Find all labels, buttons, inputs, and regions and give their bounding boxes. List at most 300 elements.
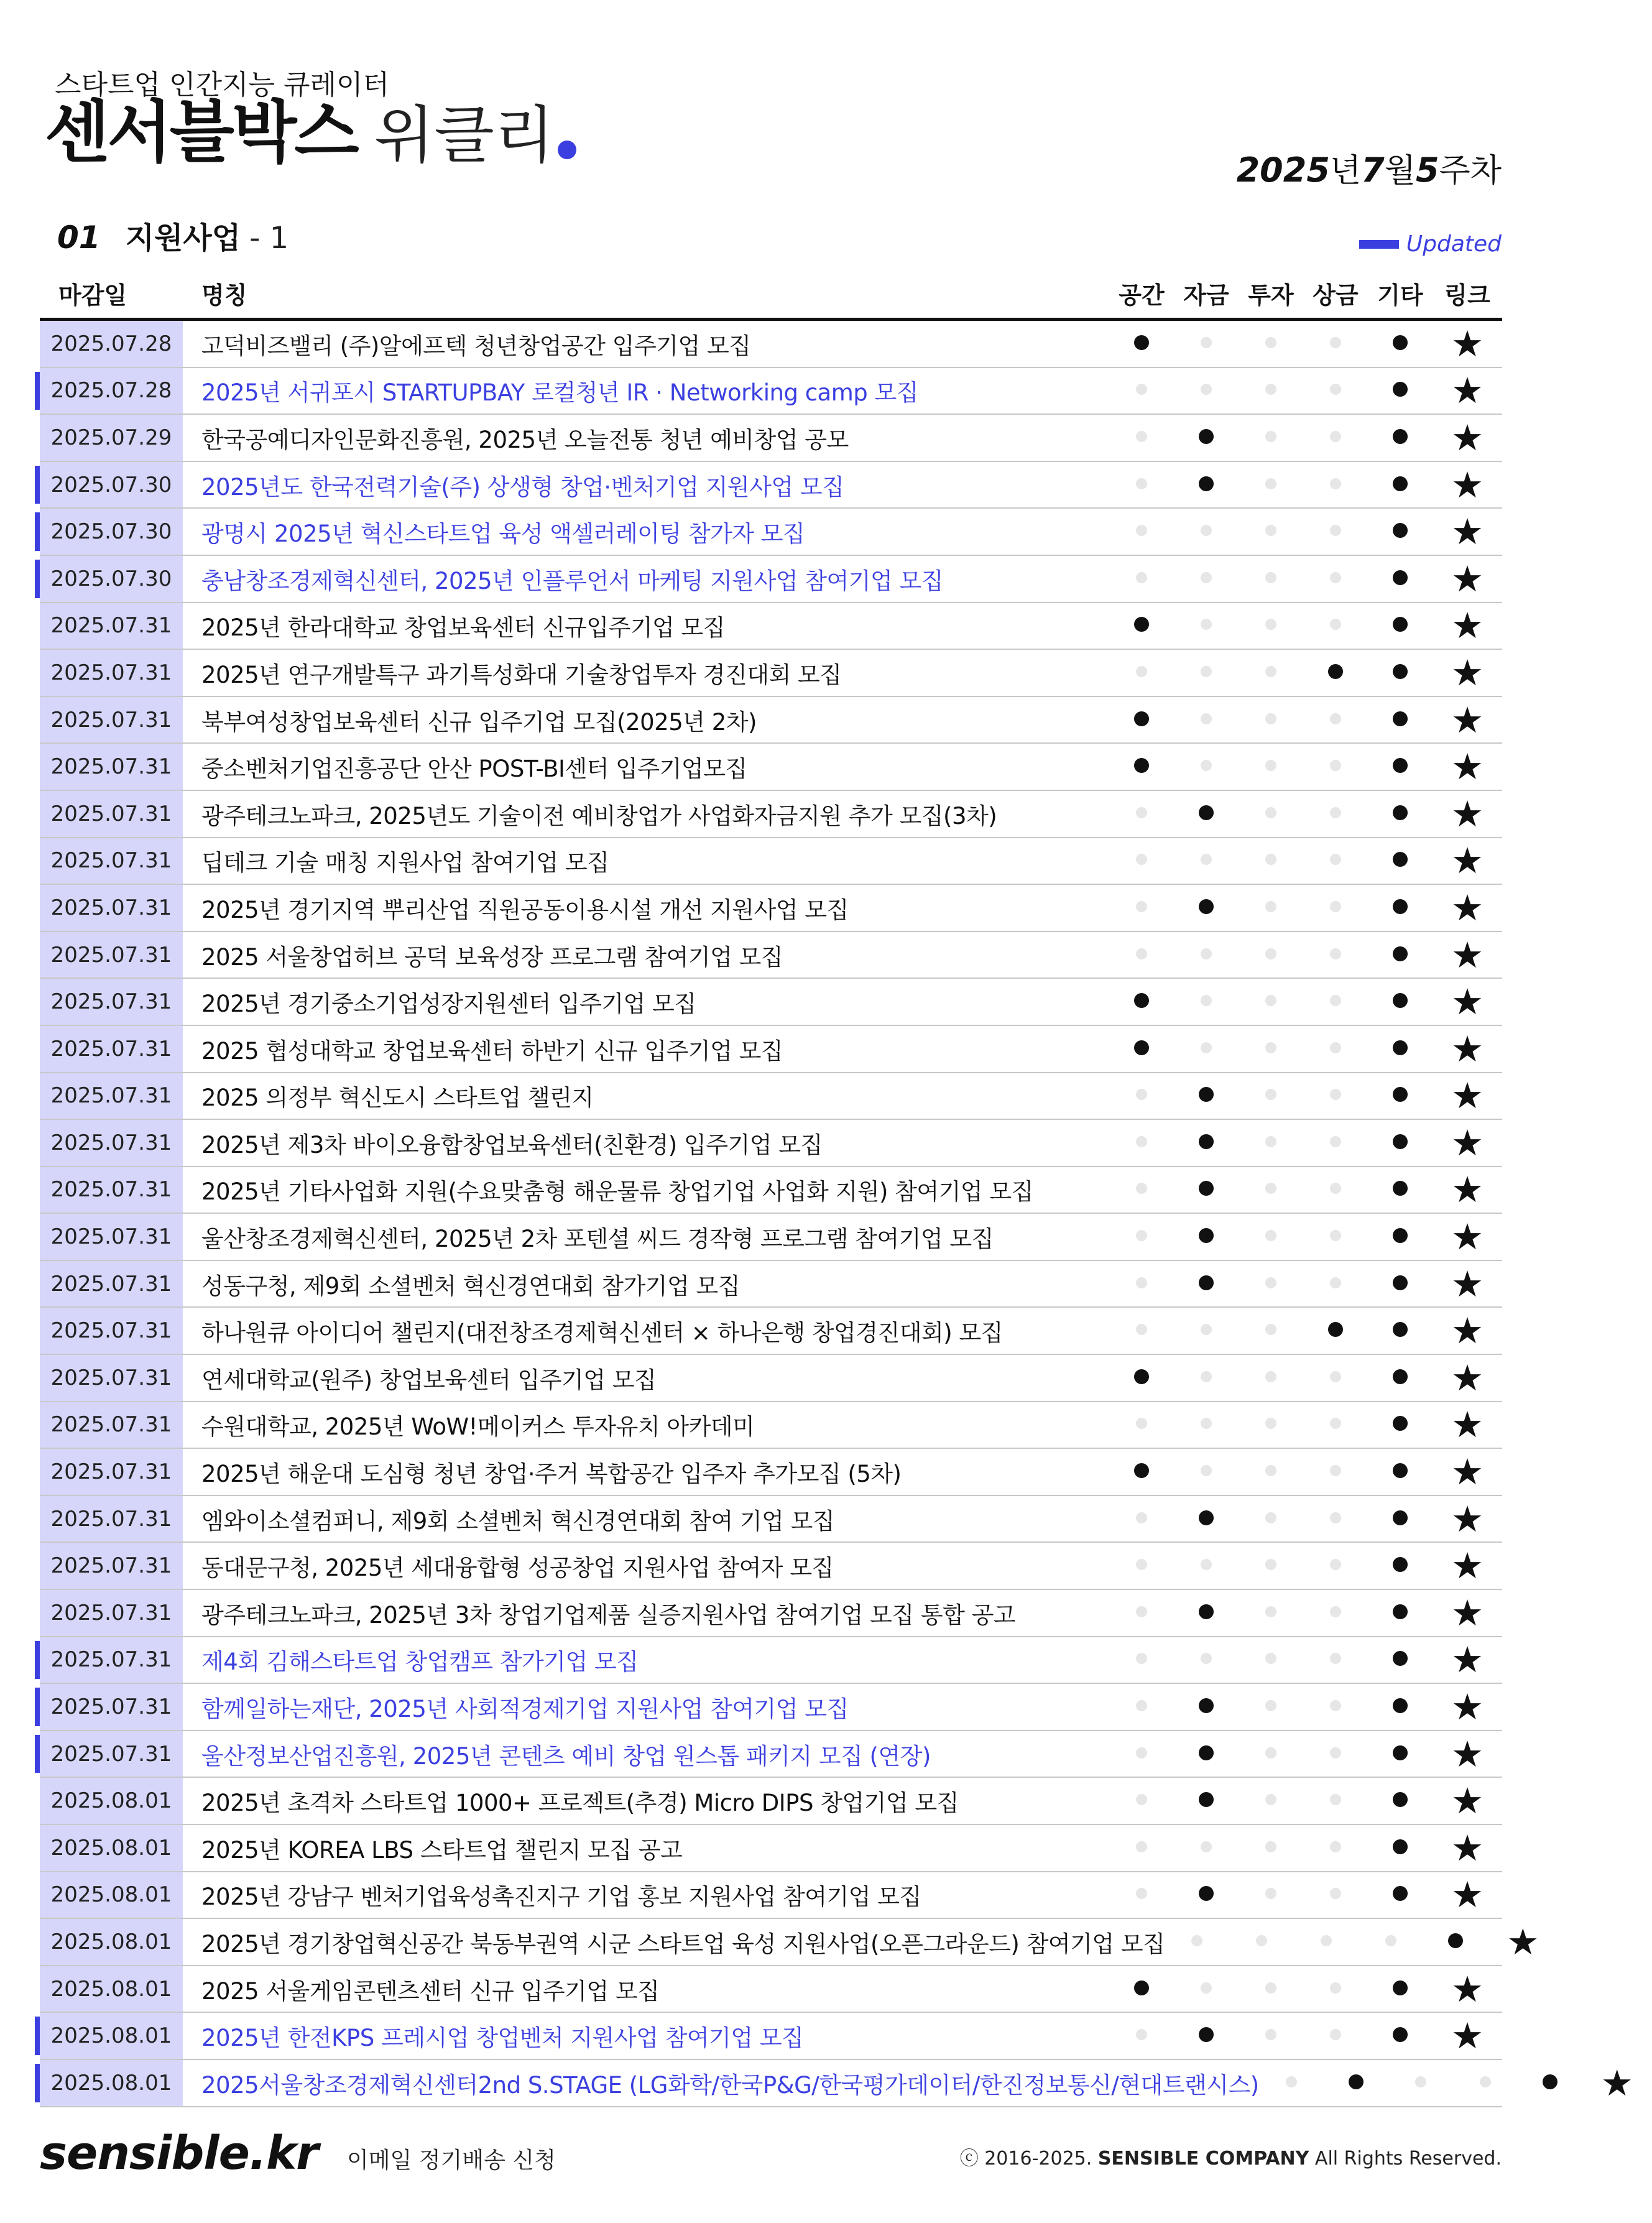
row-link-cell[interactable]: [1433, 1638, 1502, 1681]
row-fund-cell: [1174, 1559, 1239, 1573]
row-fund-cell: [1174, 619, 1239, 632]
empty-dot-icon: [1136, 525, 1147, 536]
row-link-cell[interactable]: [1433, 1075, 1502, 1117]
filled-dot-icon: [1393, 1651, 1408, 1666]
empty-dot-icon: [1136, 1747, 1147, 1759]
row-link-cell[interactable]: [1433, 511, 1502, 553]
row-name[interactable]: 2025서울창조경제혁신센터2nd S.STAGE (LG화학/한국P&G/한국평가데이터/한진정보통신/현대트랜시스): [201, 2071, 1259, 2099]
empty-dot-icon: [1265, 1277, 1276, 1288]
star-link-icon[interactable]: ★: [1451, 604, 1484, 647]
filled-dot-icon: [1393, 852, 1408, 867]
table-row: [40, 1026, 1502, 1073]
star-link-icon[interactable]: ★: [1451, 1121, 1484, 1164]
row-name[interactable]: 2025년 한전KPS 프레시업 창업벤처 지원사업 참여기업 모집: [201, 2025, 804, 2052]
row-prize-cell: [1359, 1935, 1423, 1949]
row-prize-cell: [1303, 760, 1368, 774]
empty-dot-icon: [1330, 1230, 1341, 1241]
row-fund-cell: [1174, 1745, 1239, 1763]
table-row: [40, 1120, 1502, 1167]
row-name[interactable]: 2025 서울창업허브 공덕 보육성장 프로그램 참여기업 모집: [201, 943, 783, 971]
row-name[interactable]: 2025년도 한국전력기술(주) 상생형 창업·벤처기업 지원사업 모집: [201, 473, 844, 501]
row-other-cell: [1368, 2027, 1433, 2045]
filled-dot-icon: [1199, 805, 1214, 820]
star-link-icon[interactable]: ★: [1451, 839, 1484, 882]
subscribe-link[interactable]: 이메일 정기배송 신청: [347, 2148, 556, 2173]
empty-dot-icon: [1201, 619, 1212, 630]
row-name[interactable]: 충남창조경제혁신센터, 2025년 인플루언서 마케팅 지원사업 참여기업 모집: [201, 567, 944, 594]
row-name[interactable]: 2025년 해운대 도심형 청년 창업·주거 복합공간 입주자 추가모집 (5차): [201, 1461, 902, 1488]
empty-dot-icon: [1136, 478, 1147, 489]
row-link-cell[interactable]: [1433, 651, 1502, 694]
filled-dot-icon: [1393, 946, 1408, 961]
row-link-cell[interactable]: [1488, 1920, 1557, 1963]
row-space-cell: [1165, 1935, 1229, 1949]
star-link-icon[interactable]: ★: [1451, 1591, 1484, 1634]
row-name[interactable]: 2025년 기타사업화 지원(수요맞춤형 해운물류 창업기업 사업화 지원) 참여기업 모집: [201, 1178, 1033, 1206]
empty-dot-icon: [1330, 384, 1341, 395]
copyright-prefix: ⓒ 2016-2025.: [959, 2148, 1098, 2170]
row-name[interactable]: 울산창조경제혁신센터, 2025년 2차 포텐셜 씨드 경작형 프로그램 참여기업 모집: [201, 1226, 994, 1253]
filled-dot-icon: [1393, 1181, 1408, 1196]
header-space: 공간: [1119, 282, 1165, 309]
row-invest-cell: [1239, 1606, 1303, 1620]
empty-dot-icon: [1136, 1512, 1147, 1523]
row-date: 2025.07.31: [40, 1120, 183, 1166]
empty-dot-icon: [1136, 431, 1147, 442]
star-link-icon[interactable]: ★: [1451, 416, 1484, 459]
row-prize-cell: [1303, 384, 1368, 397]
brand-logo: [45, 94, 576, 172]
row-fund-cell: [1174, 1371, 1239, 1385]
filled-dot-icon: [1393, 1745, 1408, 1760]
row-name[interactable]: 2025년 제3차 바이오융합창업보육센터(친환경) 입주기업 모집: [201, 1131, 823, 1158]
empty-dot-icon: [1330, 1747, 1341, 1759]
empty-dot-icon: [1201, 713, 1212, 724]
filled-dot-icon: [1199, 1275, 1214, 1290]
row-date: 2025.07.31: [40, 1167, 183, 1213]
row-name[interactable]: 동대문구청, 2025년 세대융합형 성공창업 지원사업 참여자 모집: [201, 1555, 834, 1582]
row-link-cell[interactable]: [1433, 1874, 1502, 1916]
star-link-icon[interactable]: ★: [1451, 1732, 1484, 1775]
row-prize-cell: [1303, 1277, 1368, 1291]
row-name[interactable]: 2025년 한라대학교 창업보육센터 신규입주기업 모집: [201, 614, 726, 642]
row-invest-cell: [1239, 1418, 1303, 1431]
row-date: 2025.07.28: [40, 368, 183, 414]
empty-dot-icon: [1136, 1559, 1147, 1570]
row-fund-cell: [1174, 760, 1239, 774]
row-name[interactable]: 수원대학교, 2025년 WoW!메이커스 투자유치 아카데미: [201, 1413, 755, 1441]
row-name[interactable]: 하나원큐 아이디어 챌린지(대전창조경제혁신센터 × 하나은행 창업경진대회) 모집: [201, 1319, 1003, 1347]
row-other-cell: [1368, 899, 1433, 917]
row-prize-cell: [1303, 1042, 1368, 1056]
star-link-icon[interactable]: ★: [1451, 1027, 1484, 1070]
row-name[interactable]: 2025 협성대학교 창업보육센터 하반기 신규 입주기업 모집: [201, 1037, 783, 1065]
row-prize-cell: [1303, 619, 1368, 632]
filled-dot-icon: [1199, 429, 1214, 444]
star-link-icon[interactable]: ★: [1451, 1451, 1484, 1494]
row-invest-cell: [1239, 525, 1303, 538]
star-link-icon[interactable]: ★: [1451, 322, 1484, 365]
row-link-cell[interactable]: [1433, 746, 1502, 788]
row-name[interactable]: 2025년 KOREA LBS 스타트업 챌린지 모집 공고: [201, 1836, 683, 1864]
row-name[interactable]: 고덕비즈밸리 (주)알에프텍 청년창업공간 입주기업 모집: [201, 332, 751, 359]
row-fund-cell: [1174, 1510, 1239, 1528]
empty-dot-icon: [1265, 1183, 1276, 1194]
star-link-icon[interactable]: ★: [1451, 651, 1484, 694]
row-fund-cell: [1174, 666, 1239, 680]
table-row: [40, 1496, 1502, 1543]
row-prize-cell: [1303, 664, 1368, 682]
filled-dot-icon: [1199, 1745, 1214, 1760]
row-invest-cell: [1239, 2029, 1303, 2043]
row-invest-cell: [1239, 807, 1303, 821]
row-link-cell[interactable]: [1433, 1686, 1502, 1729]
row-other-cell: [1368, 1604, 1433, 1622]
star-link-icon[interactable]: ★: [1451, 1545, 1484, 1588]
row-name[interactable]: 중소벤처기업진흥공단 안산 POST-BI센터 입주기업모집: [201, 756, 747, 783]
row-name[interactable]: 2025년 연구개발특구 과기특성화대 기술창업투자 경진대회 모집: [201, 661, 842, 688]
star-link-icon[interactable]: ★: [1451, 1262, 1484, 1305]
filled-dot-icon: [1199, 476, 1214, 491]
table-row: [40, 603, 1502, 650]
row-link-cell[interactable]: [1433, 1591, 1502, 1634]
empty-dot-icon: [1201, 666, 1212, 677]
row-prize-cell: [1303, 431, 1368, 445]
empty-dot-icon: [1201, 854, 1212, 865]
row-name[interactable]: 2025년 경기중소기업성장지원센터 입주기업 모집: [201, 991, 696, 1018]
row-fund-cell: [1174, 1792, 1239, 1809]
star-link-icon[interactable]: ★: [1451, 933, 1484, 976]
row-link-cell[interactable]: [1433, 698, 1502, 741]
row-link-cell[interactable]: [1433, 1497, 1502, 1540]
row-space-cell: [1109, 1324, 1174, 1338]
row-name[interactable]: 2025년 초격차 스타트업 1000+ 프로젝트(추경) Micro DIPS 창업기업 모집: [201, 1790, 959, 1817]
row-name[interactable]: 2025년 경기창업혁신공간 북동부권역 시군 스타트업 육성 지원사업(오픈그라운드) 참여기업 모집: [201, 1930, 1165, 1957]
updated-legend-bar: [1359, 240, 1399, 249]
empty-dot-icon: [1201, 1042, 1212, 1053]
row-name[interactable]: 북부여성창업보육센터 신규 입주기업 모집(2025년 2차): [201, 708, 757, 736]
filled-dot-icon: [1393, 1322, 1408, 1337]
empty-dot-icon: [1265, 337, 1276, 348]
row-name[interactable]: 광주테크노파크, 2025년도 기술이전 예비창업가 사업화자금지원 추가 모집(3차): [201, 802, 997, 830]
row-space-cell: [1109, 1040, 1174, 1058]
row-invest-cell: [1239, 1089, 1303, 1102]
row-link-cell[interactable]: [1433, 1967, 1502, 2010]
row-other-cell: [1368, 1886, 1433, 1903]
row-other-cell: [1368, 1651, 1433, 1668]
filled-dot-icon: [1393, 1698, 1408, 1713]
row-other-cell: [1368, 382, 1433, 399]
row-date: 2025.07.31: [40, 885, 183, 931]
star-link-icon[interactable]: ★: [1451, 557, 1484, 600]
row-date: 2025.07.31: [40, 979, 183, 1025]
empty-dot-icon: [1201, 337, 1212, 348]
section-number: 01: [57, 220, 101, 256]
program-table: [40, 269, 1633, 2107]
filled-dot-icon: [1393, 1275, 1408, 1290]
row-invest-cell: [1239, 572, 1303, 586]
star-link-icon[interactable]: ★: [1451, 1826, 1484, 1869]
star-link-icon[interactable]: ★: [1451, 511, 1484, 553]
section-title: 지원사업: [125, 221, 241, 256]
row-date: 2025.07.31: [40, 1543, 183, 1589]
row-invest-cell: [1239, 1700, 1303, 1714]
star-link-icon[interactable]: ★: [1451, 886, 1484, 929]
brand-dot: [558, 141, 576, 159]
footer-brand[interactable]: sensible.kr: [40, 2127, 318, 2180]
table-row: [40, 650, 1502, 697]
filled-dot-icon: [1393, 711, 1408, 726]
row-name[interactable]: 광주테크노파크, 2025년 3차 창업기업제품 실증지원사업 참여기업 모집 통합 공고: [201, 1601, 1016, 1629]
row-prize-cell: [1303, 1230, 1368, 1244]
star-link-icon[interactable]: ★: [1451, 1310, 1484, 1352]
star-link-icon[interactable]: ★: [1451, 1356, 1484, 1399]
empty-dot-icon: [1201, 525, 1212, 536]
row-space-cell: [1109, 711, 1174, 729]
row-invest-cell: [1239, 1841, 1303, 1855]
empty-dot-icon: [1265, 1465, 1276, 1476]
row-date: 2025.07.31: [40, 791, 183, 837]
star-link-icon[interactable]: ★: [1451, 981, 1484, 1024]
row-invest-cell: [1239, 1512, 1303, 1526]
filled-dot-icon: [1134, 617, 1149, 632]
star-link-icon[interactable]: ★: [1451, 2015, 1484, 2058]
empty-dot-icon: [1265, 1512, 1276, 1523]
row-date: 2025.07.31: [40, 1684, 183, 1730]
empty-dot-icon: [1330, 1559, 1341, 1570]
row-prize-cell: [1303, 948, 1368, 962]
row-link-cell[interactable]: [1433, 933, 1502, 976]
empty-dot-icon: [1265, 1559, 1276, 1570]
row-name[interactable]: 광명시 2025년 혁신스타트업 육성 액셀러레이팅 참가자 모집: [201, 520, 805, 548]
row-link-cell[interactable]: [1433, 1168, 1502, 1211]
row-fund-cell: [1174, 2027, 1239, 2045]
row-name[interactable]: 2025년 경기지역 뿌리산업 직원공동이용시설 개선 지원사업 모집: [201, 896, 849, 923]
empty-dot-icon: [1330, 1794, 1341, 1805]
filled-dot-icon: [1199, 899, 1214, 914]
table-row: [40, 1261, 1502, 1308]
empty-dot-icon: [1330, 1089, 1341, 1100]
row-other-cell: [1368, 758, 1433, 775]
row-name[interactable]: 딥테크 기술 매칭 지원사업 참여기업 모집: [201, 849, 609, 877]
table-row: [40, 509, 1502, 556]
header-other: 기타: [1377, 282, 1423, 309]
row-link-cell[interactable]: [1433, 1732, 1502, 1775]
row-fund-cell: [1174, 384, 1239, 397]
empty-dot-icon: [1330, 1136, 1341, 1147]
row-name[interactable]: 함께일하는재단, 2025년 사회적경제기업 지원사업 참여기업 모집: [201, 1696, 849, 1723]
header-invest: 투자: [1248, 282, 1294, 309]
empty-dot-icon: [1265, 1794, 1276, 1805]
row-space-cell: [1109, 1089, 1174, 1102]
row-link-cell[interactable]: [1433, 557, 1502, 600]
empty-dot-icon: [1330, 854, 1341, 865]
row-fund-cell: [1174, 1465, 1239, 1479]
row-date: 2025.07.31: [40, 1637, 183, 1683]
row-link-cell[interactable]: [1433, 369, 1502, 412]
row-link-cell[interactable]: [1433, 604, 1502, 647]
row-link-cell[interactable]: [1433, 322, 1502, 365]
row-prize-cell: [1303, 337, 1368, 351]
star-link-icon[interactable]: ★: [1451, 1780, 1484, 1823]
row-name[interactable]: 울산정보산업진흥원, 2025년 콘텐츠 예비 창업 원스톱 패키지 모집 (연장): [201, 1742, 931, 1770]
row-space-cell: [1109, 431, 1174, 445]
header-subtitle: 스타트업 인간지능 큐레이터: [55, 69, 390, 101]
row-fund-cell: [1174, 1181, 1239, 1198]
row-space-cell: [1109, 1183, 1174, 1196]
row-link-cell[interactable]: [1433, 1545, 1502, 1588]
row-prize-cell: [1303, 901, 1368, 915]
row-name[interactable]: 2025 서울게임콘텐츠센터 신규 입주기업 모집: [201, 1977, 660, 2005]
row-link-cell[interactable]: [1582, 2061, 1652, 2104]
row-name[interactable]: 한국공예디자인문화진흥원, 2025년 오늘전통 청년 예비창업 공모: [201, 426, 849, 453]
row-invest-cell: [1239, 1747, 1303, 1761]
row-fund-cell: [1174, 1982, 1239, 1996]
row-link-cell[interactable]: [1433, 463, 1502, 506]
row-name[interactable]: 연세대학교(원주) 창업보육센터 입주기업 모집: [201, 1366, 657, 1393]
row-link-cell[interactable]: [1433, 1310, 1502, 1352]
star-link-icon[interactable]: ★: [1451, 369, 1484, 412]
row-space-cell: [1109, 1463, 1174, 1481]
star-link-icon[interactable]: ★: [1451, 1874, 1484, 1916]
empty-dot-icon: [1201, 572, 1212, 583]
filled-dot-icon: [1393, 570, 1408, 585]
row-other-cell: [1368, 1557, 1433, 1574]
table-row: [40, 2013, 1502, 2060]
copyright-suffix: All Rights Reserved.: [1309, 2148, 1502, 2170]
empty-dot-icon: [1330, 901, 1341, 912]
empty-dot-icon: [1330, 1653, 1341, 1664]
star-link-icon[interactable]: ★: [1451, 463, 1484, 506]
empty-dot-icon: [1265, 431, 1276, 442]
row-invest-cell: [1388, 2076, 1453, 2090]
empty-dot-icon: [1136, 1418, 1147, 1429]
row-link-cell[interactable]: [1433, 416, 1502, 459]
star-link-icon[interactable]: ★: [1451, 1075, 1484, 1117]
table-row: [40, 1637, 1502, 1685]
week-label: [1237, 144, 1502, 191]
empty-dot-icon: [1136, 1277, 1147, 1288]
empty-dot-icon: [1330, 1841, 1341, 1852]
row-prize-cell: [1303, 1418, 1368, 1431]
week-month: 7: [1361, 150, 1385, 190]
row-link-cell[interactable]: [1433, 1403, 1502, 1446]
empty-dot-icon: [1265, 1841, 1276, 1852]
row-link-cell[interactable]: [1433, 981, 1502, 1024]
star-link-icon[interactable]: ★: [1451, 746, 1484, 788]
row-name[interactable]: 2025 의정부 혁신도시 스타트업 챌린지: [201, 1084, 594, 1112]
empty-dot-icon: [1265, 1042, 1276, 1053]
empty-dot-icon: [1330, 807, 1341, 818]
empty-dot-icon: [1201, 995, 1212, 1006]
row-invest-cell: [1239, 1230, 1303, 1244]
row-date: 2025.07.31: [40, 838, 183, 884]
row-invest-cell: [1239, 713, 1303, 727]
star-link-icon[interactable]: ★: [1600, 2061, 1633, 2104]
row-date: 2025.07.30: [40, 462, 183, 508]
filled-dot-icon: [1199, 1087, 1214, 1102]
row-link-cell[interactable]: [1433, 1262, 1502, 1305]
row-link-cell[interactable]: [1433, 792, 1502, 835]
empty-dot-icon: [1265, 807, 1276, 818]
star-link-icon[interactable]: ★: [1451, 1168, 1484, 1211]
row-invest-cell: [1239, 478, 1303, 492]
star-link-icon[interactable]: ★: [1451, 792, 1484, 835]
row-invest-cell: [1239, 854, 1303, 867]
filled-dot-icon: [1393, 993, 1408, 1008]
empty-dot-icon: [1136, 1794, 1147, 1805]
copyright-company: SENSIBLE COMPANY: [1097, 2148, 1309, 2170]
row-space-cell: [1109, 1794, 1174, 1808]
row-space-cell: [1109, 854, 1174, 867]
empty-dot-icon: [1385, 1935, 1396, 1946]
empty-dot-icon: [1136, 572, 1147, 583]
table-row: [40, 1825, 1502, 1872]
filled-dot-icon: [1393, 805, 1408, 820]
table-row: [40, 368, 1502, 415]
empty-dot-icon: [1136, 948, 1147, 959]
row-link-cell[interactable]: [1433, 886, 1502, 929]
row-link-cell[interactable]: [1433, 1121, 1502, 1164]
star-link-icon[interactable]: ★: [1451, 1638, 1484, 1681]
row-name[interactable]: 2025년 서귀포시 STARTUPBAY 로컬청년 IR · Networking camp 모집: [201, 379, 919, 407]
row-space-cell: [1109, 993, 1174, 1010]
row-invest-cell: [1239, 431, 1303, 445]
table-row: [40, 1778, 1502, 1825]
row-link-cell[interactable]: [1433, 1826, 1502, 1869]
star-link-icon[interactable]: ★: [1451, 1967, 1484, 2010]
row-prize-cell: [1453, 2076, 1518, 2090]
star-link-icon[interactable]: ★: [1451, 1497, 1484, 1540]
table-row: [40, 1919, 1539, 1966]
star-link-icon[interactable]: ★: [1451, 1216, 1484, 1259]
row-link-cell[interactable]: [1433, 1780, 1502, 1823]
filled-dot-icon: [1543, 2074, 1557, 2089]
row-fund-cell: [1174, 1324, 1239, 1338]
row-invest-cell: [1239, 619, 1303, 632]
section-part: - 1: [249, 221, 289, 256]
week-unit: 주차: [1439, 152, 1502, 190]
row-link-cell[interactable]: [1433, 1356, 1502, 1399]
row-link-cell[interactable]: [1433, 839, 1502, 882]
row-date: 2025.07.31: [40, 1308, 183, 1354]
filled-dot-icon: [1199, 1134, 1214, 1149]
row-date: 2025.08.01: [40, 1919, 183, 1965]
empty-dot-icon: [1265, 854, 1276, 865]
row-prize-cell: [1303, 525, 1368, 538]
table-row: [40, 415, 1502, 462]
filled-dot-icon: [1199, 1510, 1214, 1525]
row-space-cell: [1109, 617, 1174, 634]
row-name[interactable]: 성동구청, 제9회 소셜벤처 혁신경연대회 참가기업 모집: [201, 1272, 740, 1300]
row-other-cell: [1368, 805, 1433, 823]
header-prize: 상금: [1313, 282, 1359, 309]
row-link-cell[interactable]: [1433, 2015, 1502, 2058]
row-name[interactable]: 엠와이소셜컴퍼니, 제9회 소셜벤처 혁신경연대회 참여 기업 모집: [201, 1507, 835, 1535]
row-prize-cell: [1303, 1512, 1368, 1526]
row-name[interactable]: 제4회 김해스타트업 창업캠프 참가기업 모집: [201, 1648, 639, 1676]
week-year: 2025: [1236, 150, 1330, 190]
star-link-icon[interactable]: ★: [1451, 1403, 1484, 1446]
row-name[interactable]: 2025년 강남구 벤처기업육성촉진지구 기업 홍보 지원사업 참여기업 모집: [201, 1883, 921, 1911]
star-link-icon[interactable]: ★: [1451, 698, 1484, 741]
table-row: [40, 1167, 1502, 1214]
star-link-icon[interactable]: ★: [1507, 1920, 1539, 1963]
star-link-icon[interactable]: ★: [1451, 1686, 1484, 1729]
row-link-cell[interactable]: [1433, 1216, 1502, 1259]
row-link-cell[interactable]: [1433, 1027, 1502, 1070]
row-link-cell[interactable]: [1433, 1451, 1502, 1494]
